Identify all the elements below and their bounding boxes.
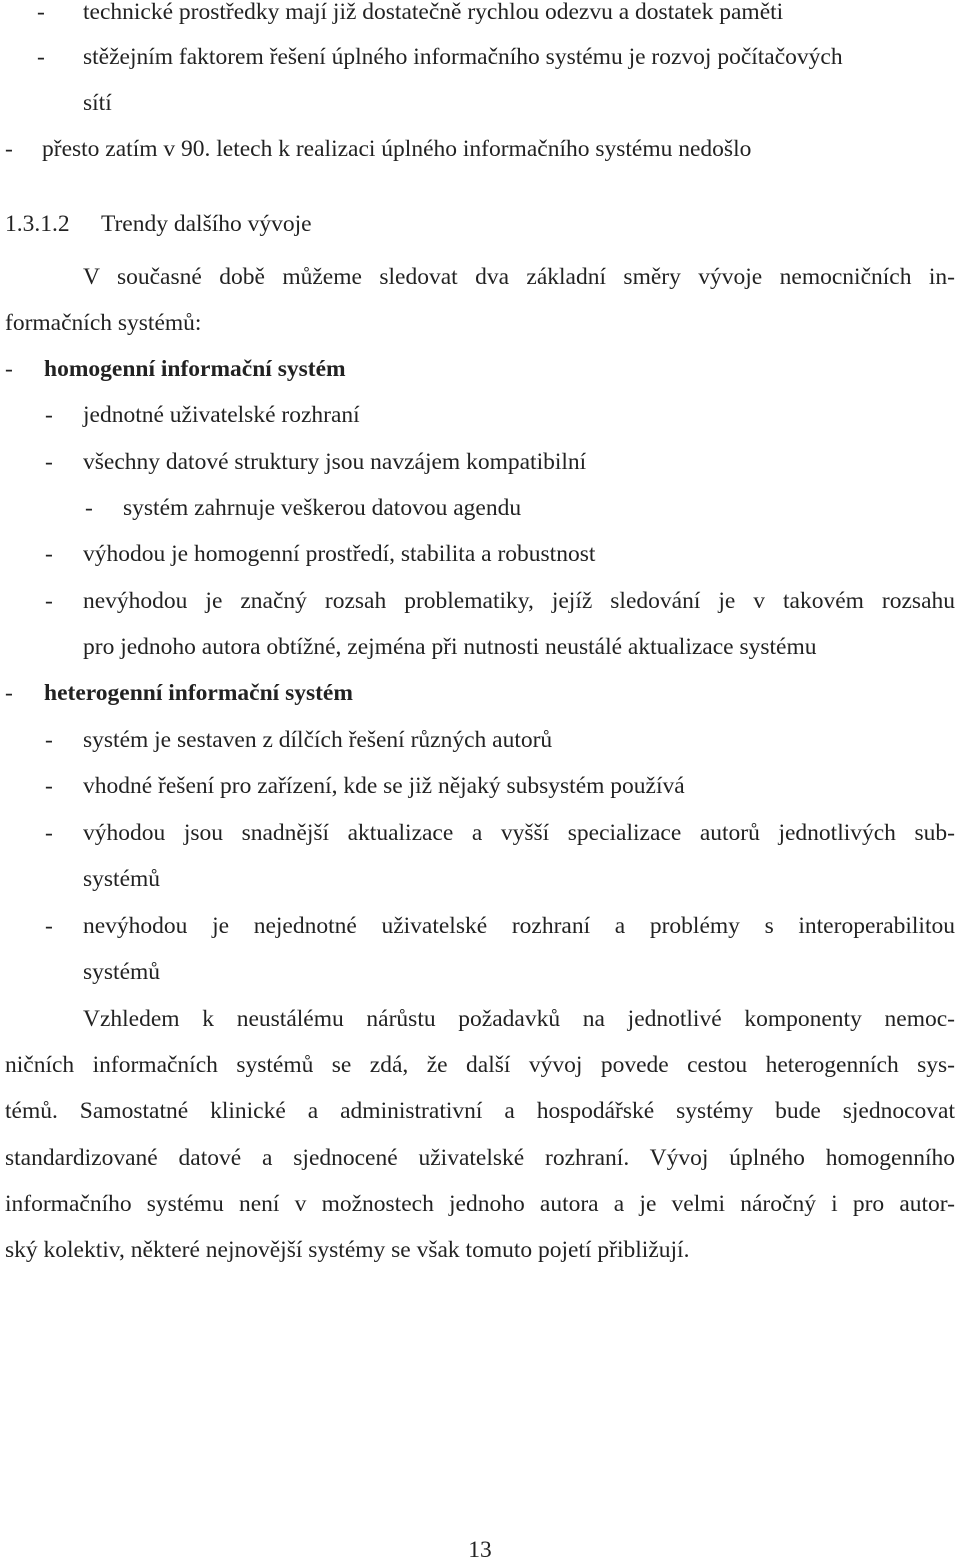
- paragraph-line: Vzhledem k neustálému nárůstu požadavků na jednotlivé komponenty nemoc-: [83, 1006, 955, 1032]
- list-item: systém je sestaven z dílčích řešení různých autorů: [83, 727, 553, 753]
- paragraph-line: ničních informačních systémů se zdá, že další vývoj povede cestou heterogenních sys-: [5, 1052, 955, 1078]
- list-item: stěžejním faktorem řešení úplného informačního systému je rozvoj počítačových: [83, 44, 843, 70]
- list-dash: -: [45, 820, 53, 846]
- intro-line: V současné době můžeme sledovat dva základní směry vývoje nemocničních in-: [83, 264, 955, 290]
- list-dash: -: [5, 136, 13, 162]
- list-dash: -: [45, 727, 53, 753]
- list-dash: -: [85, 495, 93, 521]
- list-dash: -: [37, 0, 45, 25]
- paragraph-line: standardizované datové a sjednocené uživatelské rozhraní. Vývoj úplného homogenního: [5, 1145, 955, 1171]
- section-heading: [5, 209, 312, 239]
- list-dash: -: [45, 541, 53, 567]
- list-item: výhodou jsou snadnější aktualizace a vyšší specializace autorů jednotlivých sub-: [83, 820, 955, 846]
- list-item-continuation: sítí: [83, 90, 112, 116]
- list-dash: -: [37, 44, 45, 70]
- list-item: vhodné řešení pro zařízení, kde se již nějaký subsystém používá: [83, 773, 685, 799]
- paragraph-line: témů. Samostatné klinické a administrativní a hospodářské systémy bude sjednocovat: [5, 1098, 955, 1124]
- section-title: Trendy dalšího vývoje: [100, 211, 312, 237]
- list-item-continuation: systémů: [83, 959, 161, 985]
- page-number: 13: [468, 1537, 492, 1563]
- list-item-continuation: pro jednoho autora obtížné, zejména při nutnosti neustálé aktualizace systému: [83, 634, 817, 660]
- list-dash: -: [45, 449, 53, 475]
- list-item: technické prostředky mají již dostatečně rychlou odezvu a dostatek paměti: [83, 0, 784, 25]
- list-dash: -: [5, 356, 13, 382]
- paragraph-line: ský kolektiv, některé nejnovější systémy se však tomuto pojetí přibližují.: [5, 1237, 690, 1263]
- heterogeneous-heading: heterogenní informační systém: [44, 680, 353, 706]
- list-dash: -: [45, 773, 53, 799]
- intro-line: formačních systémů:: [5, 310, 202, 336]
- list-item: systém zahrnuje veškerou datovou agendu: [123, 495, 522, 521]
- list-dash: -: [5, 680, 13, 706]
- list-item: výhodou je homogenní prostředí, stabilita a robustnost: [83, 541, 596, 567]
- list-dash: -: [45, 913, 53, 939]
- section-number: 1.3.1.2: [5, 211, 70, 237]
- paragraph-line: informačního systému není v možnostech jednoho autora a je velmi náročný i pro autor-: [5, 1191, 955, 1217]
- list-item-continuation: systémů: [83, 866, 161, 892]
- homogeneous-heading: homogenní informační systém: [44, 356, 346, 382]
- list-dash: -: [45, 402, 53, 428]
- list-item: nevýhodou je značný rozsah problematiky, jejíž sledování je v takovém rozsahu: [83, 588, 955, 614]
- list-item: nevýhodou je nejednotné uživatelské rozhraní a problémy s interoperabilitou: [83, 913, 955, 939]
- list-item: všechny datové struktury jsou navzájem kompatibilní: [83, 449, 587, 475]
- list-item: přesto zatím v 90. letech k realizaci úplného informačního systému nedošlo: [42, 136, 752, 162]
- list-dash: -: [45, 588, 53, 614]
- list-item: jednotné uživatelské rozhraní: [83, 402, 360, 428]
